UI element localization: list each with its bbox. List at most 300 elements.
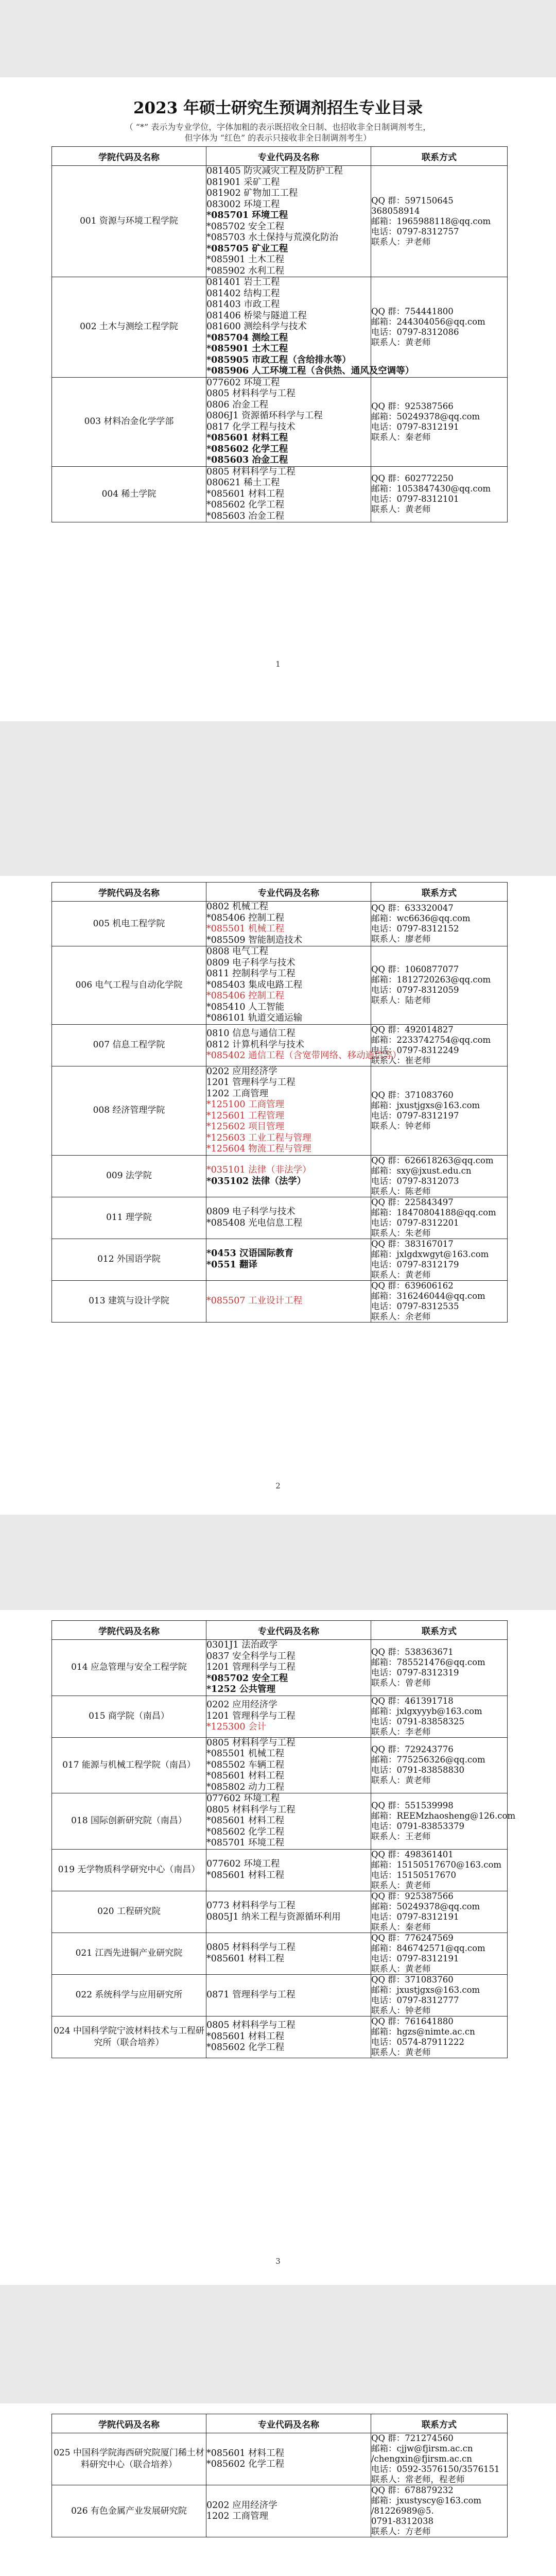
contact-line: QQ 群：925387566 <box>371 1891 454 1901</box>
programs-cell <box>206 2485 371 2537</box>
document-page-4 <box>0 2403 556 2576</box>
document-page-2 <box>0 876 556 1515</box>
program-item: 0871 管理科学与工程 <box>206 1989 296 2000</box>
program-item: *125603 工业工程与管理 <box>206 1132 311 1143</box>
institute-cell: 015 商学院（南昌） <box>52 1696 206 1737</box>
table-row <box>52 1280 508 1322</box>
table-row <box>52 466 508 522</box>
program-item: *0551 翻译 <box>206 1259 257 1270</box>
contact-line: 联系人：余老师 <box>371 1311 431 1321</box>
program-item: *1252 公共管理 <box>206 1684 275 1694</box>
page-number: 2 <box>275 1481 281 1490</box>
program-item: 1201 管理科学与工程 <box>206 1710 296 1721</box>
table-row <box>52 1933 508 1974</box>
contact-line: 联系人：黄老师 <box>371 1963 431 1974</box>
contact-line: 邮箱：wc6636@qq.com <box>371 913 471 923</box>
contact-line: 邮箱：jxlgdxwgyt@163.com <box>371 1249 489 1259</box>
program-item: 0805 材料科学与工程 <box>206 1942 296 1953</box>
programs-cell <box>206 1155 371 1197</box>
contact-line: 邮箱：sxy@jxust.edu.cn <box>371 1165 472 1176</box>
table-row <box>52 1024 508 1066</box>
program-item: *085402 通信工程（含宽带网络、移动通信等） <box>206 1050 402 1061</box>
program-item: *085601 材料工程 <box>206 1771 285 1781</box>
contact-line: 电话：0797-8312777 <box>371 1995 459 2005</box>
contact-cell <box>371 1280 508 1322</box>
contact-line: 邮箱：jxustyscy@163.com <box>371 2496 482 2505</box>
table-row <box>52 1737 508 1793</box>
contact-line: 电话：0797-8312073 <box>371 1176 459 1186</box>
document-page-1 <box>0 77 556 721</box>
table-row <box>52 1197 508 1239</box>
table-row <box>52 1239 508 1280</box>
program-item: 0301J1 法治政学 <box>206 1640 278 1650</box>
contact-line: /81226989@5. <box>371 2506 434 2516</box>
column-header: 联系方式 <box>371 147 508 166</box>
column-header: 学院代码及名称 <box>52 2414 206 2433</box>
table-row <box>52 902 508 946</box>
program-item: *085901 土木工程 <box>206 344 288 354</box>
contact-line: 联系人：黄老师 <box>371 1775 431 1786</box>
institute-cell: 004 稀土学院 <box>52 466 206 522</box>
contact-line: 电话：0797-8312086 <box>371 327 459 337</box>
table-row <box>52 1066 508 1155</box>
programs-cell <box>206 1793 371 1850</box>
programs-cell <box>206 2016 371 2058</box>
table-row <box>52 377 508 466</box>
contact-line: QQ 群：371083760 <box>371 1090 454 1100</box>
program-item: *085602 化学工程 <box>206 2459 285 2469</box>
column-header: 联系方式 <box>371 2414 508 2433</box>
program-item: 0806 冶金工程 <box>206 399 269 410</box>
catalog-table <box>51 146 508 522</box>
program-item: *085701 环境工程 <box>206 210 288 221</box>
program-item: *085601 材料工程 <box>206 1953 285 1964</box>
contact-line: 联系人：尹老师 <box>371 236 431 247</box>
program-item: *085905 市政工程（含给排水等） <box>206 354 351 365</box>
contact-line: 联系人：李老师 <box>371 1726 431 1737</box>
contact-line: 邮箱：jxlgxyyyb@163.com <box>371 1706 482 1716</box>
contact-line: 电话：0791-83858325 <box>371 1716 465 1726</box>
contact-cell <box>371 902 508 946</box>
contact-line: 邮箱：1812720263@qq.com <box>371 975 491 985</box>
institute-cell: 019 无学物质科学研究中心（南昌） <box>52 1849 206 1891</box>
contact-line: 联系人：秦老师 <box>371 432 431 442</box>
program-item: *085601 材料工程 <box>206 1816 285 1826</box>
contact-cell <box>371 1066 508 1155</box>
contact-line: 电话：0574-87911222 <box>371 2037 465 2047</box>
table-row <box>52 2485 508 2537</box>
column-header: 学院代码及名称 <box>52 883 206 902</box>
contact-line: QQ 群：678879232 <box>371 2485 454 2495</box>
contact-line: 联系人：崔老师 <box>371 1055 431 1065</box>
contact-line: 联系人：陆老师 <box>371 995 431 1006</box>
table-row <box>52 1793 508 1850</box>
programs-cell <box>206 1974 371 2016</box>
program-item: 083002 环境工程 <box>206 199 280 210</box>
contact-line: 电话：0797-8312201 <box>371 1217 459 1228</box>
contact-line: QQ 群：721274560 <box>371 2433 454 2443</box>
program-item: 0202 应用经济学 <box>206 1700 277 1710</box>
program-item: 1202 工商管理 <box>206 2511 269 2521</box>
program-item: *086101 轨道交通运输 <box>206 1013 303 1023</box>
program-item: 0805J1 纳米工程与资源循环利用 <box>206 1911 341 1922</box>
contact-line: 邮箱：15150517670@163.com <box>371 1859 502 1870</box>
institute-cell: 014 应急管理与安全工程学院 <box>52 1640 206 1696</box>
contact-line: 电话：0791-83858830 <box>371 1765 465 1775</box>
institute-cell: 006 电气工程与自动化学院 <box>52 946 206 1025</box>
contact-line: 联系人：朱老师 <box>371 1228 431 1238</box>
contact-line: 电话：0797-8312179 <box>371 1259 459 1269</box>
contact-line: 邮箱：18470804188@qq.com <box>371 1207 496 1217</box>
contact-line: QQ 群：761641880 <box>371 2016 454 2026</box>
program-item: *085601 材料工程 <box>206 488 285 499</box>
programs-cell <box>206 1933 371 1974</box>
contact-line: QQ 群：461391718 <box>371 1696 454 1706</box>
contact-line: QQ 群：492014827 <box>371 1024 454 1035</box>
institute-cell: 020 工程研究院 <box>52 1891 206 1933</box>
catalog-table <box>51 2414 508 2537</box>
institute-cell: 013 建筑与设计学院 <box>52 1280 206 1322</box>
contact-line: 电话：0797-8312059 <box>371 985 459 995</box>
contact-line: 邮箱：hgzs@nimte.ac.cn <box>371 2026 475 2037</box>
contact-line: 电话：0797-8312249 <box>371 1045 459 1055</box>
contact-line: /chengxin@fjirsm.ac.cn <box>371 2454 473 2464</box>
contact-line: 电话：0797-8312197 <box>371 1110 459 1121</box>
contact-cell <box>371 1891 508 1933</box>
contact-cell <box>371 2485 508 2537</box>
program-item: 0202 应用经济学 <box>206 1066 277 1077</box>
program-item: 081902 矿物加工工程 <box>206 188 298 198</box>
table-header-row <box>52 1621 508 1640</box>
program-item: *085408 光电信息工程 <box>206 1217 303 1228</box>
program-item: 0805 材料科学与工程 <box>206 388 296 399</box>
contact-line: 邮箱：jxustjgxs@163.com <box>371 1100 480 1110</box>
programs-cell <box>206 1640 371 1696</box>
contact-line: 联系人：黄老师 <box>371 1880 431 1890</box>
page-number: 3 <box>275 2257 281 2266</box>
contact-line: 联系人：曾老师 <box>371 1677 431 1688</box>
program-item: *085901 土木工程 <box>206 255 285 265</box>
program-item: *035101 法律（非法学） <box>206 1165 311 1175</box>
program-item: 0808 电气工程 <box>206 946 269 957</box>
contact-cell <box>371 1737 508 1793</box>
contact-cell <box>371 166 508 277</box>
program-item: 077602 环境工程 <box>206 377 280 388</box>
programs-cell <box>206 166 371 277</box>
programs-cell <box>206 1737 371 1793</box>
contact-cell <box>371 1197 508 1239</box>
programs-cell <box>206 946 371 1025</box>
programs-cell <box>206 1891 371 1933</box>
program-item: *085902 水利工程 <box>206 265 285 276</box>
program-item: *085601 材料工程 <box>206 1870 285 1880</box>
program-item: 0773 材料科学与工程 <box>206 1901 296 1911</box>
contact-cell <box>371 1696 508 1737</box>
contact-cell <box>371 1155 508 1197</box>
program-item: 081600 测绘科学与技术 <box>206 321 307 332</box>
contact-line: QQ 群：776247569 <box>371 1933 454 1943</box>
contact-cell <box>371 1974 508 2016</box>
column-header: 学院代码及名称 <box>52 1621 206 1640</box>
institute-cell: 011 理学院 <box>52 1197 206 1239</box>
contact-cell <box>371 466 508 522</box>
program-item: 1202 工商管理 <box>206 1088 269 1099</box>
contact-cell <box>371 277 508 378</box>
program-item: *125604 物流工程与管理 <box>206 1144 311 1154</box>
program-item: *085601 材料工程 <box>206 2031 285 2042</box>
contact-line: 邮箱：cjjw@fjirsm.ac.cn <box>371 2444 473 2453</box>
table-row <box>52 946 508 1025</box>
program-item: 0805 材料科学与工程 <box>206 1737 296 1748</box>
program-item: 0811 控制科学与工程 <box>206 969 296 979</box>
program-item: 077602 环境工程 <box>206 1859 280 1869</box>
contact-cell <box>371 377 508 466</box>
institute-cell: 008 经济管理学院 <box>52 1066 206 1155</box>
contact-line: QQ 群：498361401 <box>371 1849 454 1859</box>
institute-cell: 002 土木与测绘工程学院 <box>52 277 206 378</box>
contact-line: QQ 群：626618263@qq.com <box>371 1155 494 1165</box>
contact-line: 邮箱：1965988118@qq.com <box>371 216 491 226</box>
program-item: *085502 车辆工程 <box>206 1759 285 1770</box>
institute-cell: 007 信息工程学院 <box>52 1024 206 1066</box>
table-row <box>52 1891 508 1933</box>
catalog-table <box>51 882 508 1323</box>
institute-cell: 026 有色金属产业发展研究院 <box>52 2485 206 2537</box>
legend-note-line-1: （ “*” 表示为专业学位，字体加粗的表示既招收全日制、也招收非全日制调剂考生， <box>125 122 431 132</box>
program-item: 0202 应用经济学 <box>206 2500 277 2511</box>
table-header-row <box>52 2414 508 2433</box>
program-item: *085501 机械工程 <box>206 1749 285 1759</box>
program-item: *085602 化学工程 <box>206 1826 285 1837</box>
table-row <box>52 2433 508 2485</box>
program-item: *125100 工商管理 <box>206 1099 285 1110</box>
programs-cell <box>206 1239 371 1280</box>
program-item: 081901 采矿工程 <box>206 177 280 188</box>
contact-cell <box>371 1024 508 1066</box>
program-item: 081403 市政工程 <box>206 299 280 310</box>
institute-cell: 009 法学院 <box>52 1155 206 1197</box>
table-row <box>52 1155 508 1197</box>
program-item: *085507 工业设计工程 <box>206 1295 303 1306</box>
contact-line: 电话：0797-8312319 <box>371 1667 459 1677</box>
contact-line: 联系人：王老师 <box>371 1831 431 1841</box>
contact-line: 联系人：廖老师 <box>371 934 431 944</box>
contact-line: QQ 群：602772250 <box>371 473 454 484</box>
table-header-row <box>52 883 508 902</box>
institute-cell: 025 中国科学院海西研究院厦门稀土材料研究中心（联合培养） <box>52 2433 206 2485</box>
table-row <box>52 1696 508 1737</box>
program-item: *085705 矿业工程 <box>206 243 288 254</box>
contact-line: 邮箱：2233742754@qq.com <box>371 1035 491 1045</box>
contact-line: 联系人：常老师，程老师 <box>371 2475 465 2484</box>
program-item: *085403 集成电路工程 <box>206 979 303 990</box>
legend-note-line-2: 但字体为 “红色” 的表示只接收非全日制调剂考生） <box>184 133 372 143</box>
contact-line: 联系人：钟老师 <box>371 2005 431 2015</box>
program-item: 0805 材料科学与工程 <box>206 2020 296 2031</box>
program-item: *085602 化学工程 <box>206 2042 285 2053</box>
contact-line: QQ 群：383167017 <box>371 1239 454 1249</box>
contact-line: QQ 群：754441800 <box>371 306 454 316</box>
program-item: *085702 安全工程 <box>206 221 285 232</box>
table-row <box>52 2016 508 2058</box>
column-header: 学院代码及名称 <box>52 147 206 166</box>
contact-cell <box>371 946 508 1025</box>
program-item: 1201 管理科学与工程 <box>206 1077 296 1088</box>
programs-cell <box>206 1197 371 1239</box>
contact-line: QQ 群：538363671 <box>371 1647 454 1657</box>
contact-cell <box>371 2016 508 2058</box>
column-header: 专业代码及名称 <box>206 2414 371 2433</box>
program-item: *085601 材料工程 <box>206 433 288 443</box>
program-item: *085501 机械工程 <box>206 924 285 934</box>
program-item: 0805 材料科学与工程 <box>206 1804 296 1815</box>
program-item: 0810 信息与通信工程 <box>206 1028 296 1039</box>
programs-cell <box>206 902 371 946</box>
contact-line: 联系人：钟老师 <box>371 1121 431 1131</box>
contact-line: 联系人：秦老师 <box>371 1922 431 1932</box>
program-item: *125601 工程管理 <box>206 1110 285 1121</box>
program-item: 0812 计算机科学与技术 <box>206 1039 305 1050</box>
catalog-table <box>51 1620 516 2058</box>
programs-cell <box>206 1849 371 1891</box>
institute-cell: 022 系统科学与应用研究所 <box>52 1974 206 2016</box>
contact-line: 电话：0797-8312191 <box>371 421 459 432</box>
program-item: 081405 防灾减灾工程及防护工程 <box>206 166 343 176</box>
contact-line: QQ 群：1060877077 <box>371 964 459 975</box>
table-row <box>52 1640 508 1696</box>
contact-line: QQ 群：729243776 <box>371 1744 454 1755</box>
contact-line: 电话：0797-8312191 <box>371 1953 459 1963</box>
program-item: *085602 化学工程 <box>206 500 285 510</box>
contact-line: 邮箱：REEMzhaosheng@126.com <box>371 1810 516 1821</box>
table-row <box>52 1849 508 1891</box>
program-item: *085603 冶金工程 <box>206 455 288 465</box>
institute-cell: 001 资源与环境工程学院 <box>52 166 206 277</box>
program-item: 0805 材料科学与工程 <box>206 466 296 477</box>
contact-line: 电话：0592-3576150/3576151 <box>371 2464 500 2474</box>
program-item: 081401 岩土工程 <box>206 277 280 287</box>
table-header-row <box>52 147 508 166</box>
programs-cell <box>206 466 371 522</box>
contact-line: QQ 群：639606162 <box>371 1280 454 1291</box>
contact-line: QQ 群：925387566 <box>371 401 454 411</box>
program-item: *085406 控制工程 <box>206 991 285 1001</box>
program-item: *085603 冶金工程 <box>206 511 285 521</box>
program-item: *085601 材料工程 <box>206 2448 285 2459</box>
program-item: 0809 电子科学与技术 <box>206 957 296 968</box>
programs-cell <box>206 1066 371 1155</box>
contact-line: 邮箱：846742571@qq.com <box>371 1943 485 1953</box>
program-item: 0806J1 资源循环科学与工程 <box>206 411 323 421</box>
contact-line: 联系人：黄老师 <box>371 504 431 515</box>
institute-cell: 003 材料冶金化学学部 <box>52 377 206 466</box>
program-item: *085906 人工环境工程（含供热、通风及空调等） <box>206 366 414 376</box>
institute-cell: 021 江西先进铜产业研究院 <box>52 1933 206 1974</box>
column-header: 专业代码及名称 <box>206 1621 371 1640</box>
program-item: *035102 法律（法学） <box>206 1176 306 1187</box>
program-item: 081406 桥梁与隧道工程 <box>206 310 307 321</box>
contact-line: 联系人：黄老师 <box>371 337 431 347</box>
program-item: *085701 环境工程 <box>206 1838 285 1848</box>
program-item: *085410 人工智能 <box>206 1002 285 1012</box>
contact-line: 电话：0797-8312152 <box>371 924 459 934</box>
column-header: 专业代码及名称 <box>206 883 371 902</box>
program-item: *125602 项目管理 <box>206 1122 285 1132</box>
contact-cell <box>371 1793 516 1850</box>
table-row <box>52 166 508 277</box>
contact-cell <box>371 1849 508 1891</box>
contact-line: 0791-8312038 <box>371 2516 434 2526</box>
contact-line: 电话：0797-8312101 <box>371 494 459 504</box>
contact-line: 电话：0797-8312757 <box>371 226 459 236</box>
program-item: *085704 测绘工程 <box>206 332 288 343</box>
table-row <box>52 1974 508 2016</box>
program-item: *085509 智能制造技术 <box>206 935 303 945</box>
contact-line: QQ 群：225843497 <box>371 1197 454 1207</box>
program-item: *085802 动力工程 <box>206 1782 285 1792</box>
program-item: *085703 水土保持与荒漠化防治 <box>206 232 339 243</box>
contact-line: QQ 群：371083760 <box>371 1974 454 1985</box>
contact-cell <box>371 2433 508 2485</box>
program-item: *085602 化学工程 <box>206 444 288 454</box>
program-item: 1201 管理科学与工程 <box>206 1662 296 1672</box>
program-item: 081402 结构工程 <box>206 288 280 299</box>
institute-cell: 018 国际创新研究院（南昌） <box>52 1793 206 1850</box>
contact-line: 联系人：方老师 <box>371 2527 431 2536</box>
contact-cell <box>371 1933 508 1974</box>
institute-cell: 012 外国语学院 <box>52 1239 206 1280</box>
contact-line: 368058914 <box>371 206 420 216</box>
contact-line: 电话：0791-83853379 <box>371 1821 465 1831</box>
program-item: 0837 安全科学与工程 <box>206 1651 296 1662</box>
contact-line: 联系人：陈老师 <box>371 1186 431 1196</box>
table-row <box>52 277 508 378</box>
page-number: 1 <box>275 659 281 669</box>
column-header: 联系方式 <box>371 883 508 902</box>
column-header: 联系方式 <box>371 1621 508 1640</box>
contact-line: 邮箱：785521476@qq.com <box>371 1657 485 1667</box>
program-item: *0453 汉语国际教育 <box>206 1248 293 1259</box>
programs-cell <box>206 377 371 466</box>
contact-line: 邮箱：775256326@qq.com <box>371 1755 485 1765</box>
contact-line: QQ 群：597150645 <box>371 195 454 206</box>
contact-line: 邮箱：jxustjgxs@163.com <box>371 1985 480 1995</box>
program-item: *085702 安全工程 <box>206 1673 288 1684</box>
page-title: 2023 年硕士研究生预调剂招生专业目录 <box>133 99 423 117</box>
institute-cell: 005 机电工程学院 <box>52 902 206 946</box>
program-item: 0817 化学工程与技术 <box>206 421 296 432</box>
programs-cell <box>206 1696 371 1737</box>
contact-line: QQ 群：551539998 <box>371 1800 454 1810</box>
programs-cell <box>206 1280 371 1322</box>
contact-line: 电话：0797-8312535 <box>371 1301 459 1311</box>
contact-line: 邮箱：50249378@qq.com <box>371 411 480 421</box>
contact-line: 邮箱：316246044@qq.com <box>371 1291 485 1301</box>
contact-cell <box>371 1239 508 1280</box>
contact-line: 邮箱：1053847430@qq.com <box>371 484 491 494</box>
program-item: 0802 机械工程 <box>206 902 269 912</box>
column-header: 专业代码及名称 <box>206 147 371 166</box>
contact-line: 邮箱：50249378@qq.com <box>371 1901 480 1911</box>
program-item: 077602 环境工程 <box>206 1793 280 1804</box>
programs-cell <box>206 2433 371 2485</box>
contact-line: QQ 群：633320047 <box>371 903 454 913</box>
institute-cell: 024 中国科学院宁波材料技术与工程研究所（联合培养） <box>52 2016 206 2058</box>
contact-line: 联系人：黄老师 <box>371 2047 431 2057</box>
program-item: 0809 电子科学与技术 <box>206 1207 296 1217</box>
program-item: 080621 稀土工程 <box>206 478 280 488</box>
program-item: *085406 控制工程 <box>206 912 285 923</box>
